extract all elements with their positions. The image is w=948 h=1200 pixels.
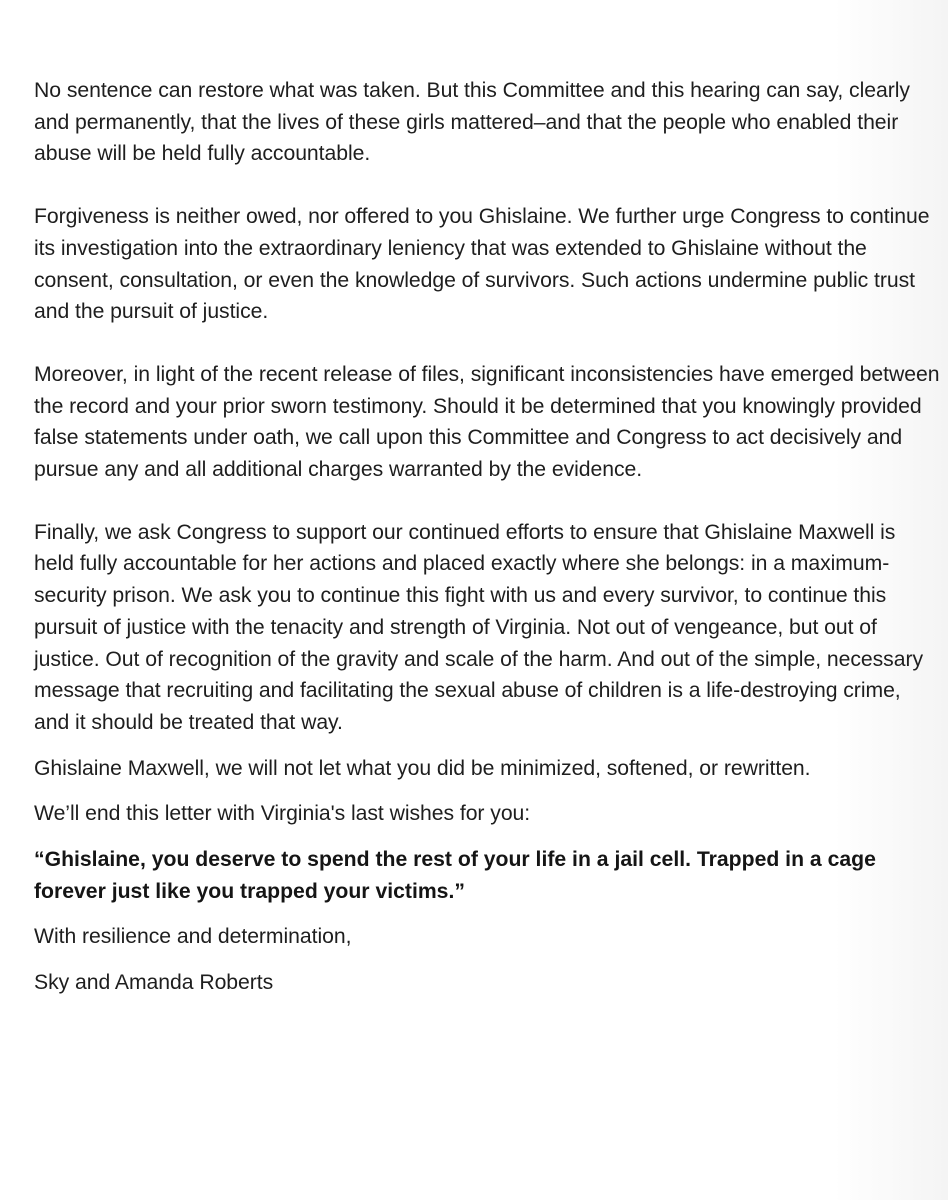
paragraph-forgiveness: Forgiveness is neither owed, nor offered to you Ghislaine. We further urge Congress to continue its investigation into the extraordinary leniency that was extended to Ghislaine without the consent, consultation, or even the knowledge of survivors. Such actions undermine public trust and the pursuit of justice.	[34, 205, 930, 324]
paragraph-inconsistencies: Moreover, in light of the recent release of files, significant inconsistencies have emerged between the record and your prior sworn testimony. Should it be determined that you knowingly provided false statements under oath, we call upon this Committee and Congress to act decisively and pursue any and all additional charges warranted by the evidence.	[34, 362, 940, 482]
signature: Sky and Amanda Roberts	[34, 971, 274, 995]
paragraph-sentence-restore: No sentence can restore what was taken. But this Committee and this hearing can say, clearly and permanently, that the lives of these girls mattered–and that the people who enabled their abuse will be held fully accountable.	[34, 79, 910, 166]
virginia-quote: “Ghislaine, you deserve to spend the rest of your life in a jail cell. Trapped in a cage forever just like you trapped your victims.”	[34, 848, 876, 903]
closing-line: With resilience and determination,	[34, 925, 352, 949]
paragraph-last-wishes-intro: We’ll end this letter with Virginia's last wishes for you:	[34, 802, 531, 826]
paragraph-not-minimized: Ghislaine Maxwell, we will not let what you did be minimized, softened, or rewritten.	[34, 756, 811, 780]
paragraph-accountability: Finally, we ask Congress to support our continued efforts to ensure that Ghislaine Maxwell is held fully accountable for her actions and placed exactly where she belongs: in a maximum-security prison. We ask you to continue this fight with us and every survivor, to continue this pursuit of justice with the tenacity and strength of Virginia. Not out of vengeance, but out of justice. Out of recognition of the gravity and scale of the harm. And out of the simple, necessary message that recruiting and facilitating the sexual abuse of children is a life-destroying crime, and it should be treated that way.	[34, 520, 923, 734]
